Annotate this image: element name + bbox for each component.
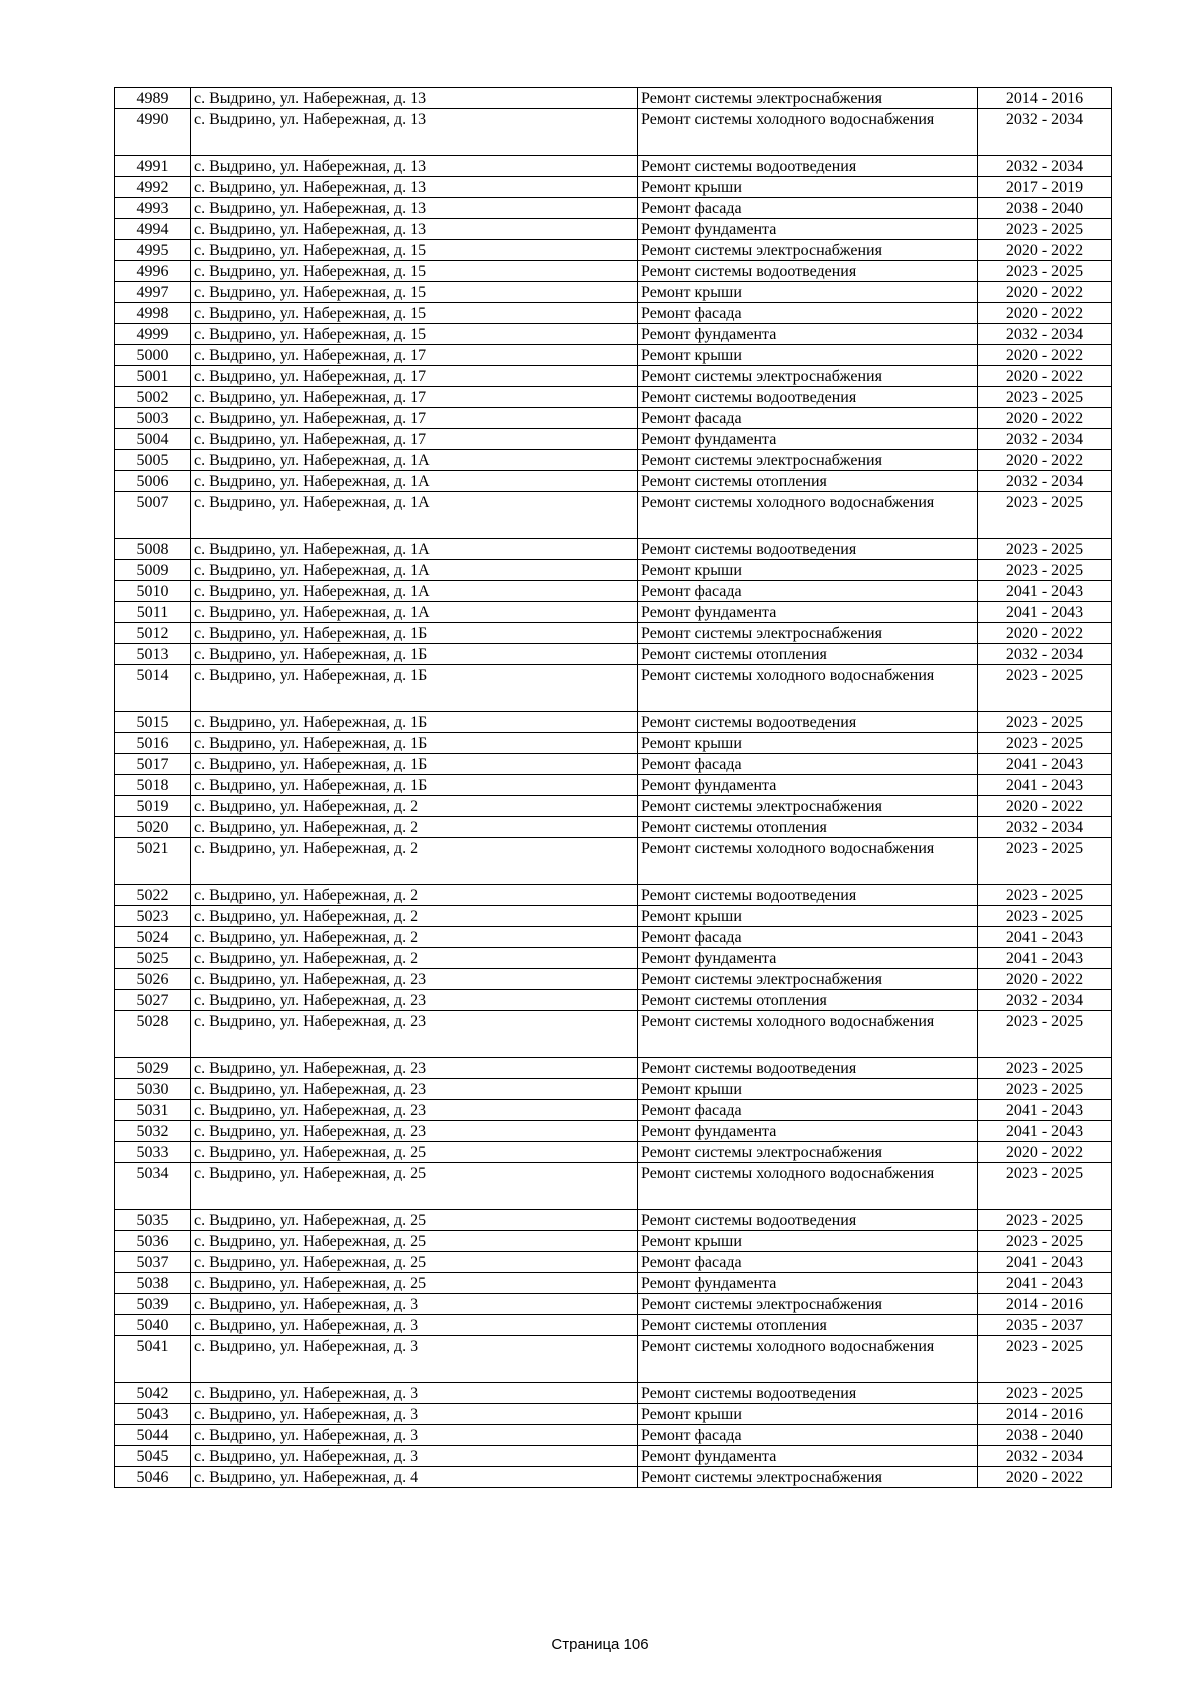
table-row	[115, 644, 1112, 665]
work-type-cell: Ремонт крыши	[638, 733, 978, 754]
address-cell: с. Выдрино, ул. Набережная, д. 2	[191, 817, 638, 838]
address-cell: с. Выдрино, ул. Набережная, д. 15	[191, 303, 638, 324]
address-cell: с. Выдрино, ул. Набережная, д. 23	[191, 990, 638, 1011]
period-cell: 2017 - 2019	[978, 177, 1112, 198]
period-cell: 2020 - 2022	[978, 345, 1112, 366]
work-type-cell: Ремонт системы электроснабжения	[638, 450, 978, 471]
row-number-cell: 5010	[115, 581, 191, 602]
table-row	[115, 345, 1112, 366]
work-type-cell: Ремонт системы электроснабжения	[638, 1467, 978, 1488]
period-cell: 2023 - 2025	[978, 1336, 1112, 1383]
period-cell: 2020 - 2022	[978, 450, 1112, 471]
table-row	[115, 560, 1112, 581]
period-cell: 2023 - 2025	[978, 838, 1112, 885]
period-cell: 2032 - 2034	[978, 1446, 1112, 1467]
address-cell: с. Выдрино, ул. Набережная, д. 13	[191, 177, 638, 198]
period-cell: 2023 - 2025	[978, 712, 1112, 733]
row-number-cell: 5033	[115, 1142, 191, 1163]
period-cell: 2032 - 2034	[978, 429, 1112, 450]
period-cell: 2020 - 2022	[978, 1142, 1112, 1163]
row-number-cell: 4992	[115, 177, 191, 198]
table-row	[115, 1404, 1112, 1425]
row-number-cell: 5024	[115, 927, 191, 948]
table-row	[115, 450, 1112, 471]
row-number-cell: 5043	[115, 1404, 191, 1425]
address-cell: с. Выдрино, ул. Набережная, д. 3	[191, 1446, 638, 1467]
period-cell: 2041 - 2043	[978, 1273, 1112, 1294]
address-cell: с. Выдрино, ул. Набережная, д. 2	[191, 796, 638, 817]
period-cell: 2023 - 2025	[978, 560, 1112, 581]
row-number-cell: 5023	[115, 906, 191, 927]
address-cell: с. Выдрино, ул. Набережная, д. 1Б	[191, 775, 638, 796]
table-row	[115, 366, 1112, 387]
address-cell: с. Выдрино, ул. Набережная, д. 3	[191, 1315, 638, 1336]
row-number-cell: 5011	[115, 602, 191, 623]
row-number-cell: 5036	[115, 1231, 191, 1252]
table-row	[115, 1467, 1112, 1488]
works-table	[114, 87, 1112, 1488]
works-table-body	[115, 88, 1112, 1488]
row-number-cell: 5025	[115, 948, 191, 969]
period-cell: 2023 - 2025	[978, 539, 1112, 560]
row-number-cell: 5035	[115, 1210, 191, 1231]
work-type-cell: Ремонт фасада	[638, 754, 978, 775]
address-cell: с. Выдрино, ул. Набережная, д. 17	[191, 345, 638, 366]
address-cell: с. Выдрино, ул. Набережная, д. 25	[191, 1273, 638, 1294]
address-cell: с. Выдрино, ул. Набережная, д. 25	[191, 1252, 638, 1273]
address-cell: с. Выдрино, ул. Набережная, д. 1А	[191, 450, 638, 471]
table-row	[115, 471, 1112, 492]
period-cell: 2020 - 2022	[978, 796, 1112, 817]
table-row	[115, 408, 1112, 429]
work-type-cell: Ремонт системы водоотведения	[638, 1383, 978, 1404]
address-cell: с. Выдрино, ул. Набережная, д. 3	[191, 1294, 638, 1315]
work-type-cell: Ремонт крыши	[638, 1079, 978, 1100]
table-row	[115, 1446, 1112, 1467]
address-cell: с. Выдрино, ул. Набережная, д. 17	[191, 366, 638, 387]
period-cell: 2041 - 2043	[978, 754, 1112, 775]
table-row	[115, 1011, 1112, 1058]
work-type-cell: Ремонт крыши	[638, 177, 978, 198]
address-cell: с. Выдрино, ул. Набережная, д. 1А	[191, 492, 638, 539]
row-number-cell: 5037	[115, 1252, 191, 1273]
table-row	[115, 1058, 1112, 1079]
row-number-cell: 5016	[115, 733, 191, 754]
table-row	[115, 303, 1112, 324]
address-cell: с. Выдрино, ул. Набережная, д. 2	[191, 948, 638, 969]
address-cell: с. Выдрино, ул. Набережная, д. 1Б	[191, 644, 638, 665]
work-type-cell: Ремонт фасада	[638, 198, 978, 219]
period-cell: 2038 - 2040	[978, 198, 1112, 219]
row-number-cell: 5014	[115, 665, 191, 712]
address-cell: с. Выдрино, ул. Набережная, д. 23	[191, 1011, 638, 1058]
work-type-cell: Ремонт системы отопления	[638, 1315, 978, 1336]
address-cell: с. Выдрино, ул. Набережная, д. 23	[191, 1100, 638, 1121]
row-number-cell: 5045	[115, 1446, 191, 1467]
row-number-cell: 5004	[115, 429, 191, 450]
row-number-cell: 5015	[115, 712, 191, 733]
table-row	[115, 1142, 1112, 1163]
row-number-cell: 4989	[115, 88, 191, 109]
work-type-cell: Ремонт системы водоотведения	[638, 261, 978, 282]
table-row	[115, 1425, 1112, 1446]
work-type-cell: Ремонт системы холодного водоснабжения	[638, 1011, 978, 1058]
period-cell: 2041 - 2043	[978, 1121, 1112, 1142]
row-number-cell: 4997	[115, 282, 191, 303]
row-number-cell: 5044	[115, 1425, 191, 1446]
table-row	[115, 240, 1112, 261]
address-cell: с. Выдрино, ул. Набережная, д. 25	[191, 1231, 638, 1252]
work-type-cell: Ремонт системы холодного водоснабжения	[638, 838, 978, 885]
address-cell: с. Выдрино, ул. Набережная, д. 23	[191, 969, 638, 990]
work-type-cell: Ремонт крыши	[638, 345, 978, 366]
work-type-cell: Ремонт фундамента	[638, 1273, 978, 1294]
period-cell: 2023 - 2025	[978, 1210, 1112, 1231]
work-type-cell: Ремонт системы водоотведения	[638, 1058, 978, 1079]
row-number-cell: 5046	[115, 1467, 191, 1488]
period-cell: 2041 - 2043	[978, 602, 1112, 623]
row-number-cell: 5020	[115, 817, 191, 838]
period-cell: 2020 - 2022	[978, 282, 1112, 303]
row-number-cell: 5027	[115, 990, 191, 1011]
table-row	[115, 712, 1112, 733]
address-cell: с. Выдрино, ул. Набережная, д. 13	[191, 219, 638, 240]
period-cell: 2014 - 2016	[978, 88, 1112, 109]
period-cell: 2020 - 2022	[978, 969, 1112, 990]
period-cell: 2023 - 2025	[978, 906, 1112, 927]
table-row	[115, 324, 1112, 345]
table-row	[115, 1252, 1112, 1273]
address-cell: с. Выдрино, ул. Набережная, д. 15	[191, 324, 638, 345]
table-row	[115, 623, 1112, 644]
work-type-cell: Ремонт крыши	[638, 1231, 978, 1252]
period-cell: 2032 - 2034	[978, 156, 1112, 177]
row-number-cell: 5021	[115, 838, 191, 885]
address-cell: с. Выдрино, ул. Набережная, д. 1Б	[191, 665, 638, 712]
table-row	[115, 838, 1112, 885]
address-cell: с. Выдрино, ул. Набережная, д. 25	[191, 1210, 638, 1231]
table-row	[115, 177, 1112, 198]
table-row	[115, 1315, 1112, 1336]
row-number-cell: 5012	[115, 623, 191, 644]
address-cell: с. Выдрино, ул. Набережная, д. 1А	[191, 581, 638, 602]
work-type-cell: Ремонт фундамента	[638, 324, 978, 345]
table-row	[115, 1210, 1112, 1231]
period-cell: 2041 - 2043	[978, 581, 1112, 602]
address-cell: с. Выдрино, ул. Набережная, д. 25	[191, 1142, 638, 1163]
work-type-cell: Ремонт системы электроснабжения	[638, 969, 978, 990]
address-cell: с. Выдрино, ул. Набережная, д. 1А	[191, 539, 638, 560]
address-cell: с. Выдрино, ул. Набережная, д. 1Б	[191, 623, 638, 644]
address-cell: с. Выдрино, ул. Набережная, д. 1Б	[191, 733, 638, 754]
work-type-cell: Ремонт системы водоотведения	[638, 539, 978, 560]
address-cell: с. Выдрино, ул. Набережная, д. 25	[191, 1163, 638, 1210]
row-number-cell: 5018	[115, 775, 191, 796]
table-row	[115, 885, 1112, 906]
address-cell: с. Выдрино, ул. Набережная, д. 2	[191, 927, 638, 948]
work-type-cell: Ремонт крыши	[638, 560, 978, 581]
row-number-cell: 5007	[115, 492, 191, 539]
work-type-cell: Ремонт системы отопления	[638, 817, 978, 838]
table-row	[115, 261, 1112, 282]
work-type-cell: Ремонт системы электроснабжения	[638, 623, 978, 644]
period-cell: 2032 - 2034	[978, 644, 1112, 665]
page-footer	[0, 1636, 1200, 1653]
row-number-cell: 5001	[115, 366, 191, 387]
row-number-cell: 5003	[115, 408, 191, 429]
work-type-cell: Ремонт фундамента	[638, 775, 978, 796]
table-row	[115, 1273, 1112, 1294]
period-cell: 2023 - 2025	[978, 885, 1112, 906]
row-number-cell: 5013	[115, 644, 191, 665]
row-number-cell: 4999	[115, 324, 191, 345]
table-row	[115, 754, 1112, 775]
address-cell: с. Выдрино, ул. Набережная, д. 23	[191, 1079, 638, 1100]
work-type-cell: Ремонт системы отопления	[638, 471, 978, 492]
work-type-cell: Ремонт фасада	[638, 927, 978, 948]
row-number-cell: 5029	[115, 1058, 191, 1079]
period-cell: 2023 - 2025	[978, 1383, 1112, 1404]
row-number-cell: 5040	[115, 1315, 191, 1336]
period-cell: 2023 - 2025	[978, 492, 1112, 539]
address-cell: с. Выдрино, ул. Набережная, д. 3	[191, 1336, 638, 1383]
table-row	[115, 1383, 1112, 1404]
period-cell: 2023 - 2025	[978, 1079, 1112, 1100]
period-cell: 2023 - 2025	[978, 1058, 1112, 1079]
work-type-cell: Ремонт фасада	[638, 303, 978, 324]
period-cell: 2041 - 2043	[978, 1252, 1112, 1273]
address-cell: с. Выдрино, ул. Набережная, д. 17	[191, 408, 638, 429]
work-type-cell: Ремонт системы электроснабжения	[638, 796, 978, 817]
period-cell: 2020 - 2022	[978, 366, 1112, 387]
address-cell: с. Выдрино, ул. Набережная, д. 1А	[191, 602, 638, 623]
table-row	[115, 1163, 1112, 1210]
table-row	[115, 817, 1112, 838]
address-cell: с. Выдрино, ул. Набережная, д. 1Б	[191, 712, 638, 733]
row-number-cell: 5032	[115, 1121, 191, 1142]
row-number-cell: 5031	[115, 1100, 191, 1121]
row-number-cell: 5026	[115, 969, 191, 990]
period-cell: 2023 - 2025	[978, 1011, 1112, 1058]
work-type-cell: Ремонт фасада	[638, 1100, 978, 1121]
period-cell: 2020 - 2022	[978, 408, 1112, 429]
row-number-cell: 5000	[115, 345, 191, 366]
row-number-cell: 5017	[115, 754, 191, 775]
table-row	[115, 1336, 1112, 1383]
work-type-cell: Ремонт системы водоотведения	[638, 712, 978, 733]
work-type-cell: Ремонт фундамента	[638, 948, 978, 969]
row-number-cell: 4996	[115, 261, 191, 282]
address-cell: с. Выдрино, ул. Набережная, д. 3	[191, 1383, 638, 1404]
period-cell: 2020 - 2022	[978, 303, 1112, 324]
row-number-cell: 4995	[115, 240, 191, 261]
row-number-cell: 5006	[115, 471, 191, 492]
period-cell: 2035 - 2037	[978, 1315, 1112, 1336]
work-type-cell: Ремонт системы отопления	[638, 990, 978, 1011]
work-type-cell: Ремонт крыши	[638, 1404, 978, 1425]
work-type-cell: Ремонт фасада	[638, 1252, 978, 1273]
row-number-cell: 4998	[115, 303, 191, 324]
address-cell: с. Выдрино, ул. Набережная, д. 1Б	[191, 754, 638, 775]
row-number-cell: 5039	[115, 1294, 191, 1315]
table-row	[115, 156, 1112, 177]
table-row	[115, 1231, 1112, 1252]
address-cell: с. Выдрино, ул. Набережная, д. 2	[191, 906, 638, 927]
address-cell: с. Выдрино, ул. Набережная, д. 3	[191, 1404, 638, 1425]
row-number-cell: 5009	[115, 560, 191, 581]
row-number-cell: 4991	[115, 156, 191, 177]
period-cell: 2038 - 2040	[978, 1425, 1112, 1446]
work-type-cell: Ремонт системы электроснабжения	[638, 1142, 978, 1163]
table-row	[115, 1121, 1112, 1142]
period-cell: 2023 - 2025	[978, 387, 1112, 408]
table-row	[115, 282, 1112, 303]
period-cell: 2020 - 2022	[978, 240, 1112, 261]
work-type-cell: Ремонт системы холодного водоснабжения	[638, 492, 978, 539]
row-number-cell: 5022	[115, 885, 191, 906]
work-type-cell: Ремонт системы водоотведения	[638, 387, 978, 408]
address-cell: с. Выдрино, ул. Набережная, д. 23	[191, 1058, 638, 1079]
table-row	[115, 665, 1112, 712]
period-cell: 2041 - 2043	[978, 948, 1112, 969]
row-number-cell: 5008	[115, 539, 191, 560]
period-cell: 2032 - 2034	[978, 471, 1112, 492]
period-cell: 2041 - 2043	[978, 775, 1112, 796]
work-type-cell: Ремонт фундамента	[638, 1446, 978, 1467]
period-cell: 2032 - 2034	[978, 324, 1112, 345]
row-number-cell: 5019	[115, 796, 191, 817]
work-type-cell: Ремонт системы водоотведения	[638, 1210, 978, 1231]
table-row	[115, 906, 1112, 927]
work-type-cell: Ремонт фундамента	[638, 429, 978, 450]
period-cell: 2014 - 2016	[978, 1294, 1112, 1315]
table-row	[115, 1079, 1112, 1100]
row-number-cell: 5030	[115, 1079, 191, 1100]
table-row	[115, 88, 1112, 109]
address-cell: с. Выдрино, ул. Набережная, д. 3	[191, 1425, 638, 1446]
address-cell: с. Выдрино, ул. Набережная, д. 17	[191, 387, 638, 408]
period-cell: 2014 - 2016	[978, 1404, 1112, 1425]
row-number-cell: 5005	[115, 450, 191, 471]
table-row	[115, 775, 1112, 796]
table-row	[115, 219, 1112, 240]
period-cell: 2041 - 2043	[978, 1100, 1112, 1121]
table-row	[115, 927, 1112, 948]
table-row	[115, 492, 1112, 539]
period-cell: 2032 - 2034	[978, 817, 1112, 838]
row-number-cell: 5028	[115, 1011, 191, 1058]
table-row	[115, 539, 1112, 560]
work-type-cell: Ремонт фасада	[638, 408, 978, 429]
table-row	[115, 198, 1112, 219]
table-row	[115, 387, 1112, 408]
address-cell: с. Выдрино, ул. Набережная, д. 1А	[191, 471, 638, 492]
period-cell: 2041 - 2043	[978, 927, 1112, 948]
work-type-cell: Ремонт крыши	[638, 906, 978, 927]
address-cell: с. Выдрино, ул. Набережная, д. 15	[191, 282, 638, 303]
row-number-cell: 5002	[115, 387, 191, 408]
work-type-cell: Ремонт системы водоотведения	[638, 885, 978, 906]
work-type-cell: Ремонт крыши	[638, 282, 978, 303]
table-row	[115, 1100, 1112, 1121]
row-number-cell: 5041	[115, 1336, 191, 1383]
table-row	[115, 796, 1112, 817]
work-type-cell: Ремонт системы холодного водоснабжения	[638, 109, 978, 156]
table-row	[115, 602, 1112, 623]
address-cell: с. Выдрино, ул. Набережная, д. 13	[191, 156, 638, 177]
table-row	[115, 1294, 1112, 1315]
row-number-cell: 4994	[115, 219, 191, 240]
address-cell: с. Выдрино, ул. Набережная, д. 13	[191, 198, 638, 219]
period-cell: 2032 - 2034	[978, 990, 1112, 1011]
row-number-cell: 4993	[115, 198, 191, 219]
work-type-cell: Ремонт фасада	[638, 581, 978, 602]
address-cell: с. Выдрино, ул. Набережная, д. 4	[191, 1467, 638, 1488]
address-cell: с. Выдрино, ул. Набережная, д. 23	[191, 1121, 638, 1142]
row-number-cell: 4990	[115, 109, 191, 156]
address-cell: с. Выдрино, ул. Набережная, д. 2	[191, 838, 638, 885]
address-cell: с. Выдрино, ул. Набережная, д. 15	[191, 240, 638, 261]
table-row	[115, 581, 1112, 602]
row-number-cell: 5038	[115, 1273, 191, 1294]
period-cell: 2020 - 2022	[978, 1467, 1112, 1488]
work-type-cell: Ремонт фундамента	[638, 602, 978, 623]
period-cell: 2023 - 2025	[978, 219, 1112, 240]
work-type-cell: Ремонт системы электроснабжения	[638, 366, 978, 387]
period-cell: 2020 - 2022	[978, 623, 1112, 644]
work-type-cell: Ремонт системы холодного водоснабжения	[638, 1336, 978, 1383]
work-type-cell: Ремонт системы отопления	[638, 644, 978, 665]
work-type-cell: Ремонт системы водоотведения	[638, 156, 978, 177]
address-cell: с. Выдрино, ул. Набережная, д. 2	[191, 885, 638, 906]
address-cell: с. Выдрино, ул. Набережная, д. 1А	[191, 560, 638, 581]
address-cell: с. Выдрино, ул. Набережная, д. 13	[191, 109, 638, 156]
period-cell: 2023 - 2025	[978, 665, 1112, 712]
address-cell: с. Выдрино, ул. Набережная, д. 17	[191, 429, 638, 450]
period-cell: 2023 - 2025	[978, 733, 1112, 754]
work-type-cell: Ремонт системы холодного водоснабжения	[638, 665, 978, 712]
row-number-cell: 5034	[115, 1163, 191, 1210]
address-cell: с. Выдрино, ул. Набережная, д. 13	[191, 88, 638, 109]
table-row	[115, 990, 1112, 1011]
period-cell: 2032 - 2034	[978, 109, 1112, 156]
row-number-cell: 5042	[115, 1383, 191, 1404]
page-number: Страница 106	[551, 1636, 649, 1653]
work-type-cell: Ремонт системы электроснабжения	[638, 88, 978, 109]
work-type-cell: Ремонт системы холодного водоснабжения	[638, 1163, 978, 1210]
period-cell: 2023 - 2025	[978, 1231, 1112, 1252]
period-cell: 2023 - 2025	[978, 261, 1112, 282]
table-row	[115, 733, 1112, 754]
table-row	[115, 969, 1112, 990]
work-type-cell: Ремонт системы электроснабжения	[638, 240, 978, 261]
table-row	[115, 429, 1112, 450]
work-type-cell: Ремонт фасада	[638, 1425, 978, 1446]
table-row	[115, 109, 1112, 156]
work-type-cell: Ремонт фундамента	[638, 1121, 978, 1142]
work-type-cell: Ремонт системы электроснабжения	[638, 1294, 978, 1315]
address-cell: с. Выдрино, ул. Набережная, д. 15	[191, 261, 638, 282]
period-cell: 2023 - 2025	[978, 1163, 1112, 1210]
work-type-cell: Ремонт фундамента	[638, 219, 978, 240]
table-row	[115, 948, 1112, 969]
